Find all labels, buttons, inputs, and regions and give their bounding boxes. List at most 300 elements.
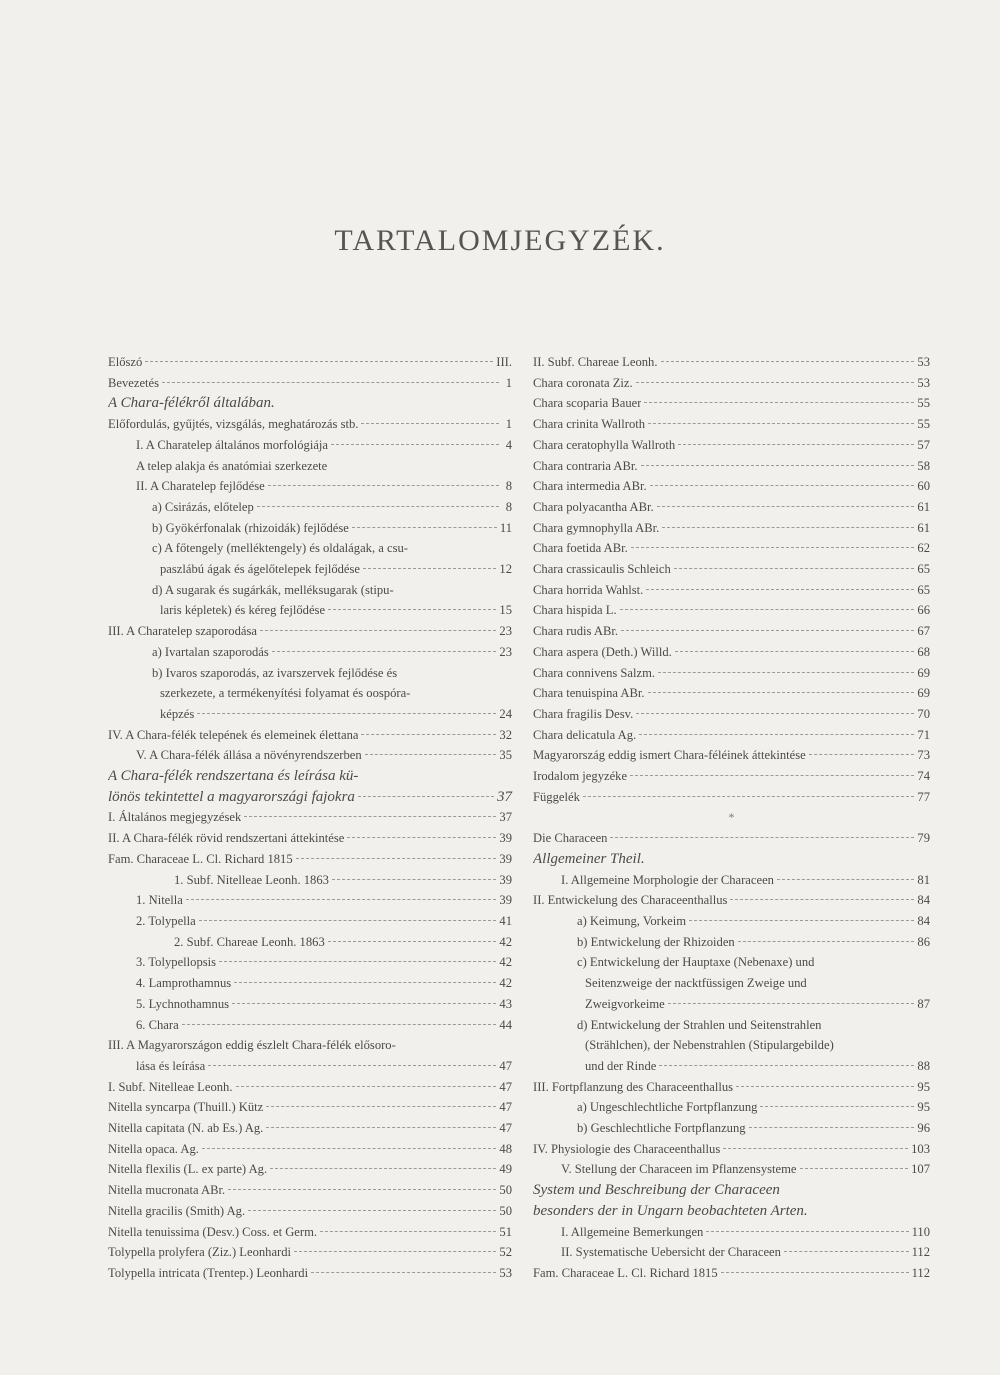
toc-entry [108,1263,512,1284]
toc-entry [108,435,512,456]
toc-entry [108,1159,512,1180]
toc-entry [108,456,512,477]
toc-entry [533,1263,930,1284]
toc-entry [108,352,512,373]
toc-page-number: 95 [917,1079,930,1094]
toc-entry-title: Irodalom jegyzéke [533,769,628,784]
toc-entry [108,1097,512,1118]
toc-entry-title: b) Gyökérfonalak (rhizoidák) fejlődése [152,520,349,535]
toc-entry [533,642,930,663]
dot-leader [662,527,914,528]
dot-leader [266,1127,496,1128]
toc-section-heading [533,1180,930,1201]
toc-page-number: 47 [499,1121,512,1136]
dot-leader [639,734,914,735]
toc-entry [108,414,512,435]
dot-leader [783,1189,917,1190]
toc-entry [533,1077,930,1098]
dot-leader [244,816,496,817]
toc-entry [108,497,512,518]
toc-page-number: 65 [917,562,930,577]
dot-leader [248,1210,496,1211]
dot-leader [736,1086,914,1087]
toc-page-number: 61 [917,520,930,535]
dot-leader [809,754,915,755]
toc-entry-title: a) Ivartalan szaporodás [152,644,269,659]
toc-entry [533,414,930,435]
toc-entry [108,1118,512,1139]
toc-entry [108,642,512,663]
dot-leader [234,982,496,983]
toc-entry-title: I. Subf. Nitelleae Leonh. [108,1079,233,1094]
toc-section-heading [108,393,512,414]
toc-entry-title: 3. Tolypellopsis [136,955,217,970]
toc-entry-title: 2. Tolypella [136,913,196,928]
toc-section-heading [108,766,512,787]
toc-page-number: 37 [497,788,512,805]
toc-entry-title: Chara aspera (Deth.) Willd. [533,644,672,659]
toc-page-number: 53 [917,355,930,369]
toc-page-number: 74 [917,769,930,784]
toc-page-number: 86 [917,934,930,949]
toc-entry [108,621,512,642]
toc-section-heading [533,849,930,870]
toc-entry [533,952,930,973]
section-divider-star: * [728,810,735,825]
dot-leader [630,775,914,776]
toc-entry-title: V. Stellung der Characeen im Pflanzensysteme [561,1162,797,1177]
toc-page-number: 48 [499,1141,512,1156]
toc-entry-title: Allgemeiner Theil. [533,850,645,867]
dot-leader [332,879,496,880]
dot-leader [399,1044,499,1045]
toc-entry [533,994,930,1015]
toc-entry-title: d) Entwickelung der Strahlen und Seitenstrahlen [577,1017,822,1032]
dot-leader [257,506,499,507]
toc-entry [533,870,930,891]
toc-entry-title: und der Rinde [585,1058,657,1073]
toc-page-number: 23 [499,644,512,659]
toc-entry-title: A Chara-félék rendszertana és leírása kü- [108,768,359,785]
toc-page-number: 52 [499,1245,512,1260]
toc-page-number: 42 [499,934,512,949]
toc-entry [533,497,930,518]
dot-leader [644,402,914,403]
toc-entry [108,1035,512,1056]
toc-page-number: 87 [917,996,930,1011]
toc-entry [108,704,512,725]
toc-entry-title: képzés [160,706,195,721]
dot-leader [311,1272,496,1273]
toc-page-number: 50 [499,1183,512,1198]
toc-entry-title: V. A Chara-félék állása a növényrendszerben [136,748,362,763]
toc-entry-title: Chara foetida ABr. [533,541,628,556]
toc-entry-title: Seitenzweige der nacktfüssigen Zweige und [585,976,807,991]
toc-entry-title: Chara hispida L. [533,603,617,618]
dot-leader [648,423,914,424]
toc-entry-title: Chara crinita Wallroth [533,417,646,432]
dot-leader [648,692,915,693]
toc-left-column [108,352,512,1284]
toc-entry-title: IV. A Chara-félék telepének és elemeinek élettana [108,727,359,742]
toc-page-number: 39 [499,893,512,908]
toc-entry-title: I. Allgemeine Morphologie der Characeen [561,872,774,887]
dot-leader [331,444,499,445]
toc-entry-title: I. Általános megjegyzések [108,810,242,825]
toc-entry-title: c) A főtengely (melléktengely) és oldalágak, a csu- [152,541,408,556]
toc-entry-title: Chara horrida Wahlst. [533,582,644,597]
dot-leader [706,1231,908,1232]
dot-leader [810,982,917,983]
toc-entry-title: 4. Lamprothamnus [136,976,232,991]
toc-page-number: 47 [499,1079,512,1094]
toc-entry-title: Tolypella prolyfera (Ziz.) Leonhardi [108,1245,292,1260]
toc-entry-title: A Chara-félékről általában. [108,395,275,412]
dot-leader [270,1168,496,1169]
toc-entry-title: Chara rudis ABr. [533,624,619,639]
dot-leader [674,568,915,569]
dot-leader [400,672,499,673]
toc-entry [108,807,512,828]
toc-entry-title: 2. Subf. Chareae Leonh. 1863 [174,934,325,949]
dot-leader [328,609,496,610]
dot-leader [837,1044,917,1045]
dot-leader [610,837,914,838]
toc-entry-title: II. Subf. Chareae Leonh. [533,355,658,369]
toc-page-number: 110 [911,1224,930,1239]
dot-leader [363,568,496,569]
toc-entry-title: Chara polyacantha ABr. [533,499,654,514]
dot-leader [723,1148,908,1149]
toc-entry-title: I. Allgemeine Bemerkungen [561,1224,704,1239]
toc-entry-title: Chara contraria ABr. [533,458,638,473]
toc-entry [533,683,930,704]
dot-leader [800,1168,909,1169]
dot-leader [811,1210,917,1211]
toc-page-number: 79 [917,831,930,846]
dot-leader [320,1231,496,1232]
dot-leader [648,858,917,859]
toc-page-number: 65 [917,582,930,597]
toc-page-number: 24 [499,706,512,721]
dot-leader [228,1189,496,1190]
toc-entry [108,725,512,746]
toc-page-number: 53 [499,1265,512,1280]
toc-entry-title: Chara gymnophylla ABr. [533,520,660,535]
dot-leader [272,651,497,652]
dot-leader [760,1106,914,1107]
toc-entry-title: III. A Charatelep szaporodása [108,624,257,639]
toc-entry [533,766,930,787]
toc-entry [108,683,512,704]
dot-leader [361,734,496,735]
toc-page-number: 32 [499,727,512,742]
toc-entry-title: Chara delicatula Ag. [533,727,637,742]
dot-leader [186,899,497,900]
toc-entry [533,538,930,559]
toc-page-number: 67 [917,624,930,639]
toc-entry [533,1118,930,1139]
dot-leader [208,1065,496,1066]
dot-leader [232,1003,496,1004]
toc-entry [108,932,512,953]
toc-page-number: 73 [917,748,930,763]
toc-page-number: 112 [911,1245,930,1260]
toc-entry [533,1242,930,1263]
toc-page-number: 95 [917,1100,930,1115]
dot-leader [668,1003,915,1004]
toc-entry-title: Nitella syncarpa (Thuill.) Kütz [108,1100,264,1115]
dot-leader [721,1272,909,1273]
toc-page-number: 71 [917,727,930,742]
toc-entry [533,1222,930,1243]
dot-leader [675,651,915,652]
toc-entry-title: b) Ivaros szaporodás, az ivarszervek fejlődése és [152,665,398,680]
toc-page-number: 4 [505,437,512,452]
toc-entry-title: II. Entwickelung des Characeenthallus [533,893,728,908]
dot-leader [678,444,914,445]
toc-entry [108,952,512,973]
dot-leader [657,506,915,507]
dot-leader [296,858,497,859]
toc-entry [108,1077,512,1098]
dot-leader [199,920,497,921]
toc-page-number: 8 [505,499,512,514]
dot-leader [182,1024,497,1025]
toc-entry-title: c) Entwickelung der Hauptaxe (Nebenaxe) und [577,955,815,970]
toc-entry-title: Függelék [533,789,580,804]
dot-leader [162,382,499,383]
toc-entry [533,393,930,414]
toc-entry-title: paszlábú ágak és ágelőtelepek fejlődése [160,562,361,577]
dot-leader [413,692,499,693]
dot-leader [659,1065,914,1066]
dot-leader [749,1127,915,1128]
toc-entry-title: Nitella opaca. Ag. [108,1141,199,1156]
toc-page-number: 43 [499,996,512,1011]
dot-leader [646,589,914,590]
dot-leader [650,485,915,486]
toc-page-number: 53 [917,375,930,390]
toc-entry [533,787,930,808]
toc-page-number: 107 [911,1162,930,1177]
dot-leader [661,361,915,362]
toc-entry [108,373,512,394]
toc-page-number: 49 [499,1162,512,1177]
dot-leader [583,796,915,797]
page-title: TARTALOMJEGYZÉK. [334,224,666,257]
toc-entry-title: III. Fortpflanzung des Characeenthallus [533,1079,734,1094]
dot-leader [817,961,917,962]
toc-entry [108,1139,512,1160]
dot-leader [397,589,499,590]
dot-leader [260,630,496,631]
toc-entry-title: Chara scoparia Bauer [533,396,642,411]
dot-leader [197,713,496,714]
toc-page-number: 70 [917,706,930,721]
dot-leader [411,547,499,548]
dot-leader [352,527,497,528]
toc-entry [533,600,930,621]
dot-leader [689,920,914,921]
toc-entry-title: 6. Chara [136,1017,179,1032]
toc-page-number: 23 [499,624,512,639]
toc-section-heading [533,1201,930,1222]
toc-entry-title: II. A Chara-félék rövid rendszertani áttekintése [108,831,345,846]
toc-entry [533,435,930,456]
toc-entry-title: II. A Charatelep fejlődése [136,479,265,494]
toc-entry-title: b) Entwickelung der Rhizoiden [577,934,735,949]
toc-page-number: 61 [917,499,930,514]
dot-leader [641,465,915,466]
dot-leader [738,941,915,942]
toc-page-number: 81 [917,872,930,887]
toc-entry-title: IV. Physiologie des Characeenthallus [533,1141,721,1156]
toc-entry-title: A telep alakja és anatómiai szerkezete [136,458,328,473]
toc-page-number: 84 [917,893,930,908]
toc-entry-title: besonders der in Ungarn beobachteten Arten. [533,1202,808,1219]
toc-page-number: 39 [499,851,512,866]
toc-entry-title: Chara connivens Salzm. [533,665,656,680]
dot-leader [620,609,915,610]
toc-entry [108,828,512,849]
toc-entry [108,1242,512,1263]
toc-page-number: 37 [499,810,512,825]
toc-entry [108,580,512,601]
dot-leader [219,961,496,962]
toc-entry-title: Zweigvorkeime [585,996,665,1011]
toc-entry [108,1222,512,1243]
toc-page-number: 96 [917,1121,930,1136]
toc-page-number: 69 [917,686,930,701]
toc-entry-title: laris képletek) és kéreg fejlődése [160,603,326,618]
dot-leader [631,547,915,548]
toc-page-number: 44 [499,1017,512,1032]
toc-entry-title: Nitella flexilis (L. ex parte) Ag. [108,1162,268,1177]
toc-entry [533,1035,930,1056]
toc-entry [533,1159,930,1180]
dot-leader [658,672,914,673]
toc-page-number: 60 [917,479,930,494]
dot-leader [347,837,496,838]
toc-entry [108,1201,512,1222]
toc-entry-title: II. Systematische Uebersicht der Characeen [561,1245,781,1260]
toc-entry [108,600,512,621]
toc-page-number: 35 [499,748,512,763]
dot-leader [730,899,914,900]
toc-entry [533,932,930,953]
toc-entry-title: Nitella gracilis (Smith) Ag. [108,1203,246,1218]
toc-page-number: 39 [499,831,512,846]
toc-entry-title: Előszó [108,355,143,369]
dot-leader [636,382,915,383]
toc-entry [533,890,930,911]
toc-entry [108,518,512,539]
toc-entry [533,745,930,766]
toc-entry [108,538,512,559]
toc-page-number: 55 [917,396,930,411]
toc-entry-title: Die Characeen [533,831,608,846]
toc-page-number: 42 [499,955,512,970]
toc-page-number: 8 [505,479,512,494]
toc-entry-title: Chara coronata Ziz. [533,375,633,390]
toc-entry-title: Fam. Characeae L. Cl. Richard 1815 [533,1265,718,1280]
toc-entry [108,745,512,766]
toc-entry [533,1139,930,1160]
toc-entry-title: Tolypella intricata (Trentep.) Leonhardi [108,1265,309,1280]
toc-entry-title: Magyarország eddig ismert Chara-féléinek áttekintése [533,748,806,763]
toc-entry [108,559,512,580]
dot-leader [361,775,499,776]
dot-leader [824,1024,917,1025]
toc-entry [533,352,930,373]
toc-entry-title: (Strählchen), der Nebenstrahlen (Stipulargebilde) [585,1038,834,1053]
dot-leader [202,1148,496,1149]
toc-entry-title: Chara ceratophylla Wallroth [533,437,676,452]
dot-leader [621,630,914,631]
toc-entry-title: Nitella capitata (N. ab Es.) Ag. [108,1121,264,1136]
toc-entry [533,476,930,497]
dot-leader [278,402,499,403]
toc-entry-title: I. A Charatelep általános morfológiája [136,437,328,452]
toc-entry-title: Fam. Characeae L. Cl. Richard 1815 [108,851,293,866]
toc-section-heading [108,787,512,808]
toc-page-number: 47 [499,1058,512,1073]
toc-entry [533,663,930,684]
toc-entry-title: Chara intermedia ABr. [533,479,647,494]
toc-entry-title: Nitella tenuissima (Desv.) Coss. et Germ. [108,1224,318,1239]
dot-leader [784,1251,909,1252]
toc-entry [108,911,512,932]
toc-page-number: 69 [917,665,930,680]
toc-entry [108,973,512,994]
toc-entry-title: Nitella mucronata ABr. [108,1183,226,1198]
toc-entry-title: Chara tenuispina ABr. [533,686,645,701]
toc-entry-title: lása és leírása [136,1058,206,1073]
toc-page-number: 62 [917,541,930,556]
toc-entry-title: a) Ungeschlechtliche Fortpflanzung [577,1100,758,1115]
toc-page-number: 47 [499,1100,512,1115]
toc-page-number: 15 [499,603,512,618]
dot-leader [236,1086,497,1087]
toc-entry [108,476,512,497]
toc-entry [108,663,512,684]
toc-entry [108,849,512,870]
toc-entry [533,373,930,394]
toc-entry [533,973,930,994]
toc-entry-title: szerkezete, a termékenyítési folyamat és oospóra- [160,686,411,701]
toc-entry [108,994,512,1015]
toc-entry-title: 1. Subf. Nitelleae Leonh. 1863 [174,872,329,887]
toc-page-number: 39 [499,872,512,887]
toc-entry [533,518,930,539]
toc-entry [533,911,930,932]
toc-entry [108,1180,512,1201]
toc-entry [533,704,930,725]
toc-page-number: 55 [917,417,930,432]
toc-page-number: 11 [499,520,512,535]
toc-page-number: 66 [917,603,930,618]
toc-entry-title: b) Geschlechtliche Fortpflanzung [577,1121,746,1136]
toc-page-number: 12 [499,562,512,577]
toc-entry-title: System und Beschreibung der Characeen [533,1182,780,1199]
dot-leader [365,754,497,755]
toc-page-number: 42 [499,976,512,991]
dot-leader [268,485,499,486]
toc-entry-title: lönös tekintettel a magyarországi fajokra [108,788,355,805]
toc-entry-title: Bevezetés [108,375,160,390]
toc-page-number: 57 [917,437,930,452]
